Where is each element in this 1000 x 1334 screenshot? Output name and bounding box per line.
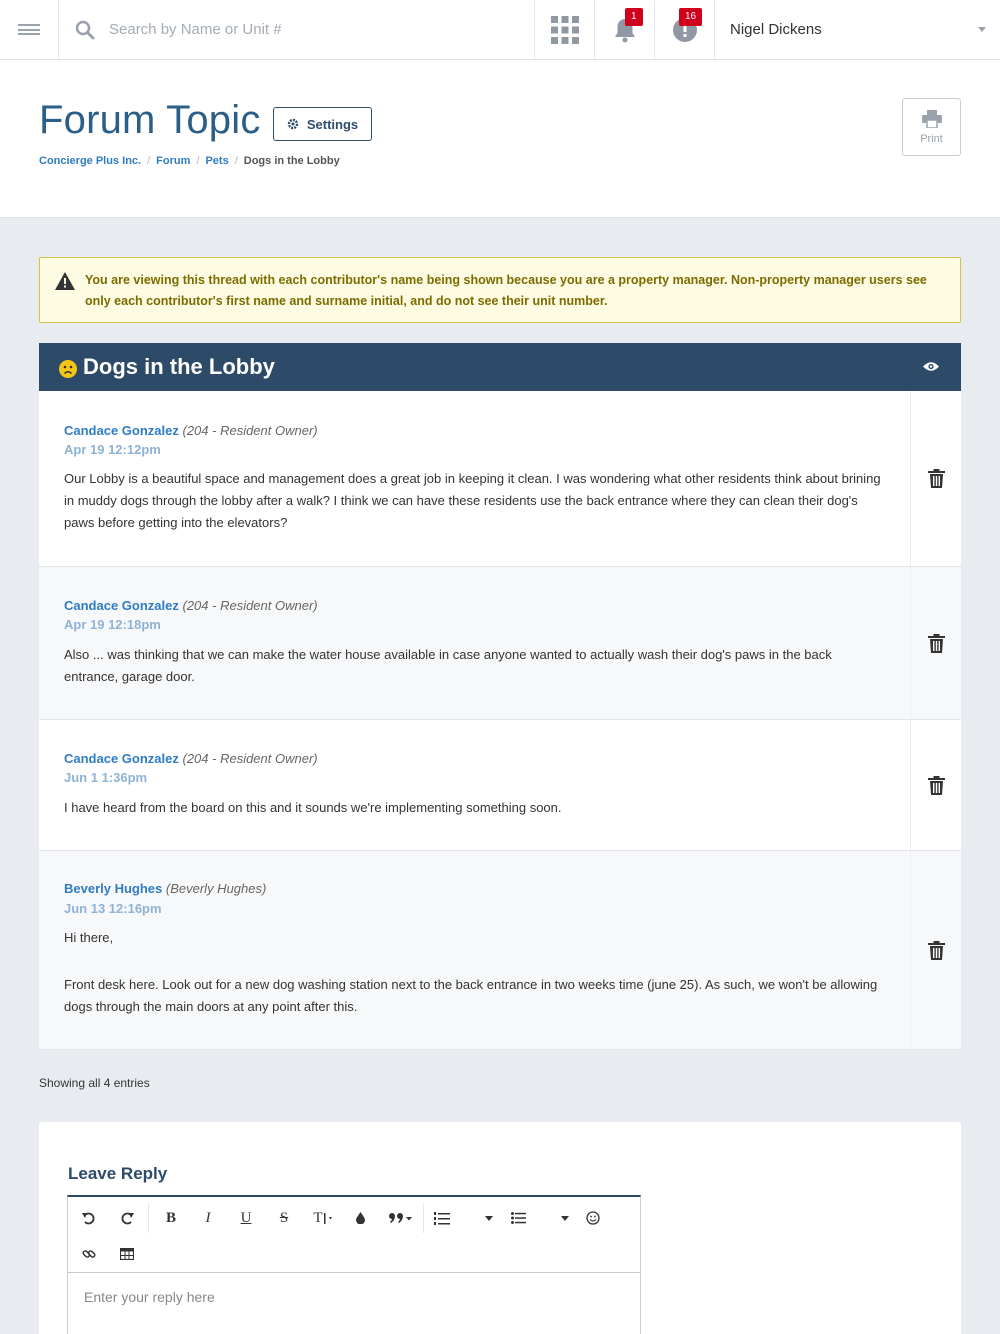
post-actions	[910, 720, 961, 850]
quote-button[interactable]	[385, 1205, 417, 1231]
trash-icon[interactable]	[928, 634, 945, 653]
post-author[interactable]: Candace Gonzalez	[64, 423, 179, 438]
redo-icon	[120, 1211, 134, 1225]
post-time: Apr 19 12:18pm	[64, 617, 161, 632]
hamburger-icon	[18, 22, 40, 38]
undo-icon	[82, 1211, 96, 1225]
post-item	[39, 567, 961, 720]
settings-label: Settings	[306, 116, 359, 132]
italic-button[interactable]: I	[205, 1209, 211, 1226]
bullet-list-icon	[511, 1212, 526, 1224]
post-body: Hi there,	[64, 930, 114, 945]
ordered-list-dropdown[interactable]	[476, 1205, 502, 1231]
settings-button[interactable]	[273, 107, 372, 141]
page-header	[0, 60, 1000, 218]
post-role: (204 - Resident Owner)	[182, 423, 318, 438]
redo-button[interactable]	[114, 1205, 140, 1231]
post-body: Our Lobby is a beautiful space and management does a great job in keeping it clean. I was wondering what other residents think about brining in muddy dogs through the lobby after a walk? I think we can have these residents use the back entrance where they can clean their dog's paws before getting into the elevators?	[64, 471, 881, 530]
post-author[interactable]: Candace Gonzalez	[64, 598, 179, 613]
reply-title: Leave Reply	[68, 1164, 168, 1183]
post-role: (204 - Resident Owner)	[182, 751, 318, 766]
color-button[interactable]	[347, 1205, 373, 1231]
trash-icon[interactable]	[928, 776, 945, 795]
post-author-line	[64, 881, 266, 896]
post-actions	[910, 391, 961, 566]
post-author-line	[64, 598, 318, 613]
link-button[interactable]	[76, 1241, 102, 1267]
table-icon	[120, 1248, 134, 1260]
chevron-down-icon	[978, 27, 986, 32]
ordered-list-icon	[434, 1211, 450, 1225]
warning-icon	[55, 272, 75, 290]
text-size-icon	[323, 1211, 337, 1225]
breadcrumb-current: Dogs in the Lobby	[243, 155, 340, 167]
notifications-button[interactable]	[595, 0, 655, 59]
text-size-label: T	[313, 1209, 323, 1226]
print-label: Print	[920, 132, 943, 145]
user-name: Nigel Dickens	[730, 21, 822, 38]
table-button[interactable]	[114, 1241, 140, 1267]
search-input[interactable]	[109, 21, 509, 38]
post-body: Also ... was thinking that we can make the water house available in case anyone wanted to actually wash their dog's paws in the back entrance, garage door.	[64, 647, 832, 684]
breadcrumb-separator: /	[196, 155, 200, 167]
apps-button[interactable]	[535, 0, 595, 59]
thread-title: Dogs in the Lobby	[83, 354, 275, 379]
post-author[interactable]: Candace Gonzalez	[64, 751, 179, 766]
post-time: Jun 13 12:16pm	[64, 901, 162, 916]
breadcrumb-forum[interactable]: Forum	[156, 155, 191, 167]
breadcrumb-separator: /	[234, 155, 238, 167]
breadcrumb-separator: /	[147, 155, 151, 167]
user-menu[interactable]	[715, 0, 1000, 59]
printer-icon	[922, 110, 942, 128]
reply-input[interactable]: Enter your reply here	[84, 1289, 215, 1305]
post-item	[39, 391, 961, 567]
thread-header	[39, 343, 961, 391]
breadcrumb	[39, 155, 340, 167]
bold-button[interactable]: B	[165, 1209, 176, 1226]
entries-count: Showing all 4 entries	[39, 1076, 150, 1090]
notifications-badge: 1	[625, 8, 643, 26]
strikethrough-button[interactable]: S	[279, 1209, 289, 1226]
smiley-icon	[586, 1211, 600, 1225]
alerts-button[interactable]	[655, 0, 715, 59]
top-bar	[0, 0, 1000, 60]
reply-editor	[67, 1195, 641, 1334]
post-body: Front desk here. Look out for a new dog washing station next to the back entrance in two weeks time (june 25). As such, we won't be allowing dogs through the main doors at any point after this.	[64, 977, 878, 1014]
print-button[interactable]	[902, 98, 961, 156]
link-icon	[82, 1247, 96, 1261]
toolbar-divider	[423, 1203, 424, 1233]
breadcrumb-pets[interactable]: Pets	[205, 155, 229, 167]
undo-button[interactable]	[76, 1205, 102, 1231]
alerts-badge: 16	[679, 8, 702, 26]
quote-icon	[389, 1212, 413, 1224]
toolbar-divider	[148, 1203, 149, 1233]
caret-down-icon	[561, 1216, 569, 1221]
bullet-list-button[interactable]	[505, 1205, 531, 1231]
post-item	[39, 720, 961, 851]
text-size-button[interactable]	[309, 1205, 341, 1231]
post-role: (Beverly Hughes)	[165, 881, 267, 896]
reply-card	[39, 1122, 961, 1334]
ordered-list-button[interactable]	[429, 1205, 455, 1231]
editor-toolbar	[68, 1197, 640, 1273]
emoji-button[interactable]	[580, 1205, 606, 1231]
post-body: I have heard from the board on this and it sounds we're implementing something soon.	[64, 800, 562, 815]
trash-icon[interactable]	[928, 941, 945, 960]
droplet-icon	[356, 1212, 365, 1224]
eye-icon[interactable]	[923, 361, 939, 372]
search-icon	[75, 20, 95, 40]
post-actions	[910, 567, 961, 719]
post-author-line	[64, 423, 318, 438]
search-box	[59, 0, 535, 59]
post-actions	[910, 851, 961, 1049]
notice-text: You are viewing this thread with each contributor's name being shown because you are a property manager. Non-property manager users see only each contributor's first name and surname initial, and do not see their unit number.	[85, 273, 927, 308]
post-author[interactable]: Beverly Hughes	[64, 881, 163, 896]
breadcrumb-home[interactable]: Concierge Plus Inc.	[39, 155, 142, 167]
page-title: Forum Topic	[39, 98, 261, 142]
trash-icon[interactable]	[928, 469, 945, 488]
caret-down-icon	[485, 1216, 493, 1221]
post-item	[39, 851, 961, 1050]
gear-icon	[287, 118, 299, 130]
manager-notice	[39, 257, 961, 323]
bullet-list-dropdown[interactable]	[552, 1205, 578, 1231]
post-role: (204 - Resident Owner)	[182, 598, 318, 613]
underline-button[interactable]: U	[240, 1209, 252, 1226]
grid-icon	[551, 16, 579, 44]
post-time: Apr 19 12:12pm	[64, 442, 161, 457]
post-author-line	[64, 751, 318, 766]
post-time: Jun 1 1:36pm	[64, 770, 148, 785]
menu-button[interactable]	[0, 0, 59, 59]
sad-face-icon	[59, 360, 77, 378]
